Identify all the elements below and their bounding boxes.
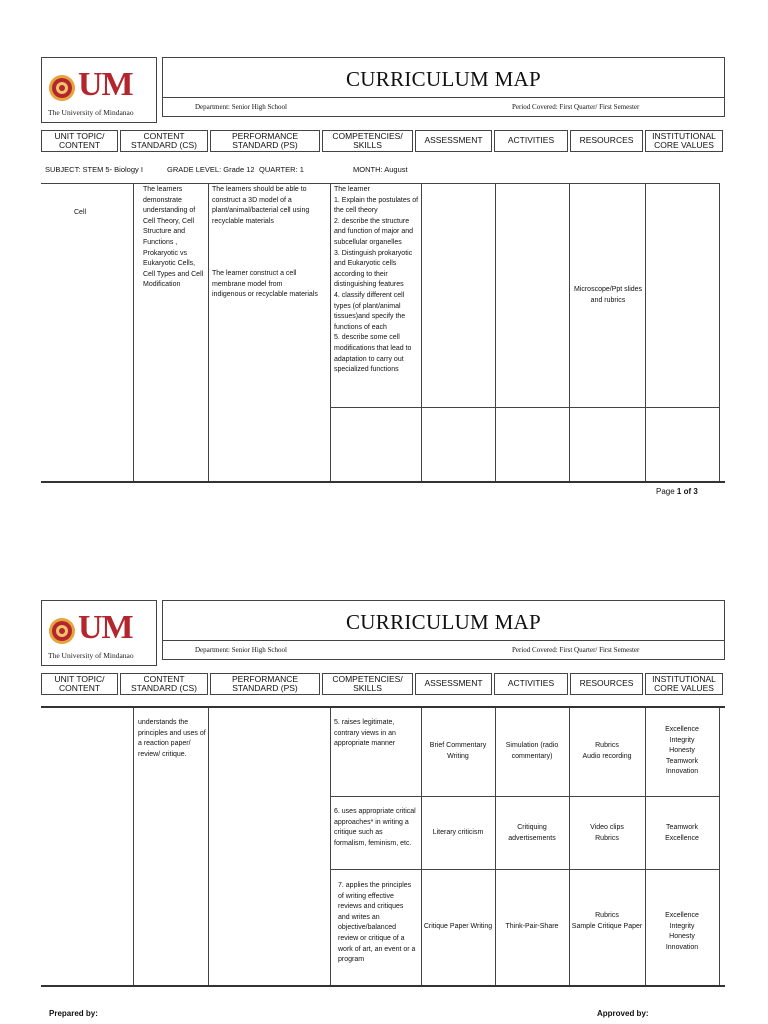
grid-line	[41, 706, 725, 708]
university-logo	[41, 57, 157, 123]
university-logo	[41, 600, 157, 666]
page-number	[656, 487, 698, 496]
grid-line	[719, 708, 720, 985]
resources-cell: Video clips Rubrics	[590, 824, 624, 842]
title-box	[162, 600, 725, 641]
grid-line	[133, 708, 134, 985]
col-unit-topic: UNIT TOPIC/ CONTENT	[41, 673, 118, 695]
col-unit-topic: UNIT TOPIC/ CONTENT	[41, 130, 118, 152]
grid-line	[330, 183, 331, 481]
quarter: QUARTER: 1	[259, 165, 304, 174]
unit-topic-cell: Cell	[74, 209, 87, 216]
activity-cell: Think-Pair-Share	[505, 923, 559, 930]
page2-column-headers	[41, 673, 725, 695]
activity-cell: Simulation (radio commentary)	[505, 742, 559, 760]
page-count: 1 of 3	[676, 487, 698, 496]
activity-cell: Critiquing advertisements	[508, 824, 556, 842]
period-covered: Period Covered: First Quarter/ First Semester	[512, 646, 640, 654]
page-label: Page	[656, 487, 677, 496]
col-performance-standard: PERFORMANCE STANDARD (PS)	[210, 673, 320, 695]
um-logo-text: UM	[78, 66, 133, 103]
grid-line	[330, 708, 331, 985]
core-values-cell: Excellence Integrity Honesty Innovation	[665, 912, 699, 951]
grid-line	[645, 708, 646, 985]
grid-line	[330, 869, 719, 870]
resources-cell: Rubrics Audio recording	[582, 742, 632, 760]
col-performance-standard: PERFORMANCE STANDARD (PS)	[210, 130, 320, 152]
col-content-standard: CONTENT STANDARD (CS)	[120, 130, 208, 152]
department: Department: Senior High School	[195, 646, 287, 654]
performance-standard-cell: The learners should be able to construct a 3D model of a plant/animal/bacterial cell using recyclable materials	[212, 186, 310, 225]
grid-line	[495, 708, 496, 985]
approved-by: Approved by:	[597, 1009, 649, 1018]
core-values-cell: Excellence Integrity Honesty Teamwork Innovation	[665, 726, 699, 776]
col-activities: ACTIVITIES	[494, 130, 568, 152]
col-content-standard: CONTENT STANDARD (CS)	[120, 673, 208, 695]
assessment-cell: Literary criticism	[432, 829, 484, 836]
department-row	[162, 641, 725, 660]
month: MONTH: August	[353, 165, 408, 174]
competency-cell: 7. applies the principles of writing effective reviews and critiques and writes an objective/balanced review or critique of a work of art, an event or a program	[338, 882, 416, 964]
col-activities: ACTIVITIES	[494, 673, 568, 695]
prepared-by: Prepared by:	[49, 1009, 98, 1018]
grid-line	[208, 708, 209, 985]
grid-line	[330, 796, 719, 797]
grid-line	[41, 985, 725, 987]
grid-line	[569, 708, 570, 985]
assessment-cell: Brief Commentary Writing	[429, 742, 487, 760]
subject: SUBJECT: STEM 5- Biology I	[45, 165, 143, 174]
col-resources: RESOURCES	[570, 673, 643, 695]
col-assessment: ASSESSMENT	[415, 673, 492, 695]
um-logo-text: UM	[78, 609, 133, 646]
content-standard-cell: The learners demonstrate understanding of Cell Theory, Cell Structure and Functions , Prokaryotic vs Eukaryotic Cells, Cell Types and Cell Modification	[143, 186, 204, 289]
grid-line	[133, 183, 134, 481]
grid-line	[719, 183, 720, 481]
page1-header	[41, 57, 725, 123]
col-core-values: INSTITUTIONAL CORE VALUES	[645, 130, 723, 152]
grid-line	[208, 183, 209, 481]
col-competencies: COMPETENCIES/ SKILLS	[322, 673, 413, 695]
university-name: The University of Mindanao	[48, 108, 134, 117]
period-covered: Period Covered: First Quarter/ First Semester	[512, 103, 640, 111]
core-values-cell: Teamwork Excellence	[665, 824, 699, 842]
grid-line	[495, 183, 496, 481]
university-name: The University of Mindanao	[48, 651, 134, 660]
resources-cell: Microscope/Ppt slides and rubrics	[573, 286, 643, 304]
col-core-values: INSTITUTIONAL CORE VALUES	[645, 673, 723, 695]
seal-icon	[48, 617, 76, 645]
grade-level: GRADE LEVEL: Grade 12	[167, 165, 255, 174]
competencies-cell: The learner 1. Explain the postulates of the cell theory 2. describe the structure and function of major and subcellular organelles 3. Distinguish prokaryotic and Eukaryotic cells according to their distinguishing features 4. classify different cell types (of plant/animal tissues)and specify the functions of each 5. describe some cell modifications that lead to adaptation to carry out specialized functions	[334, 186, 419, 374]
competency-cell: 5. raises legitimate, contrary views in an appropriate manner	[334, 719, 396, 748]
title-box	[162, 57, 725, 98]
department: Department: Senior High School	[195, 103, 287, 111]
grid-line	[41, 183, 720, 184]
grid-line	[421, 708, 422, 985]
col-resources: RESOURCES	[570, 130, 643, 152]
assessment-cell: Critique Paper Writing	[423, 923, 493, 930]
page-title: CURRICULUM MAP	[346, 67, 541, 91]
grid-line	[421, 183, 422, 481]
seal-icon	[48, 74, 76, 102]
grid-line	[41, 481, 725, 483]
grid-line	[569, 183, 570, 481]
col-assessment: ASSESSMENT	[415, 130, 492, 152]
department-row	[162, 98, 725, 117]
grid-line	[645, 183, 646, 481]
grid-line	[330, 407, 719, 408]
content-standard-cell: understands the principles and uses of a reaction paper/ review/ critique.	[138, 719, 206, 758]
performance-standard-cell-2: The learner construct a cell membrane model from indigenous or recyclable materials	[212, 270, 318, 299]
resources-cell: Rubrics Sample Critique Paper	[571, 912, 643, 930]
competency-cell: 6. uses appropriate critical approaches* in writing a critique such as formalism, feminism, etc.	[334, 808, 416, 847]
col-competencies: COMPETENCIES/ SKILLS	[322, 130, 413, 152]
page1-column-headers	[41, 130, 725, 152]
page-title: CURRICULUM MAP	[346, 610, 541, 634]
page2-header	[41, 600, 725, 666]
